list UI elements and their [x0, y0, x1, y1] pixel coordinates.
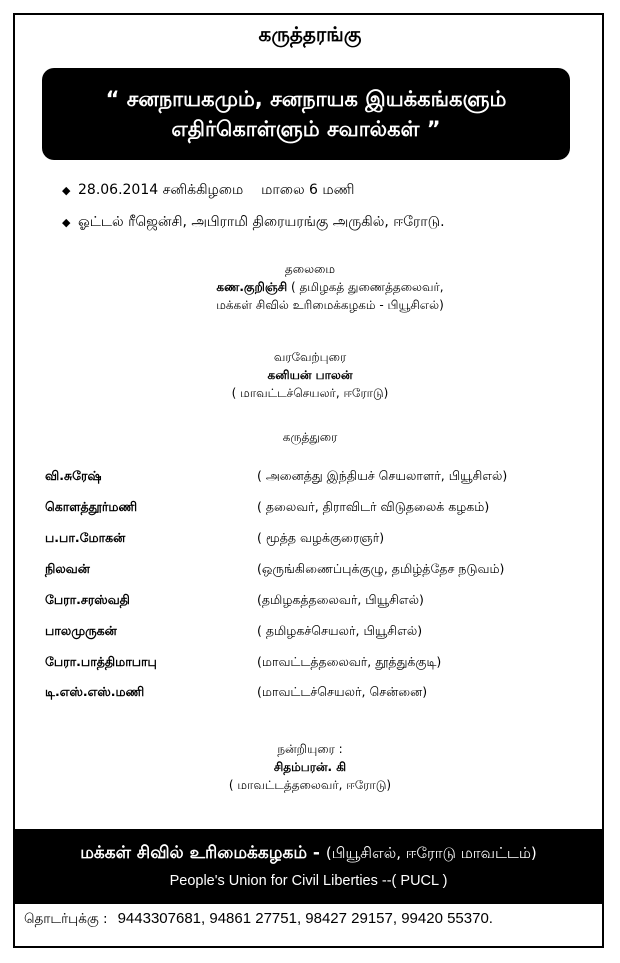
speaker-name: நிலவன் [45, 561, 90, 576]
speaker-role: (ஒருங்கிணைப்புக்குழு, தமிழ்த்தேச நடுவம்) [257, 561, 505, 576]
speaker-role: ( தமிழகச்செயலர், பியூசிஎல்) [257, 623, 423, 638]
poster-title: கருத்தரங்கு [258, 22, 362, 46]
event-venue: ◆ ஓட்டல் ரீஜென்சி, அபிராமி திரையரங்கு அருகில், ஈரோடு. [62, 214, 445, 230]
thanks-name: சிதம்பரன். கி [273, 760, 347, 774]
organization-footer [13, 829, 604, 904]
speaker-role: ( தலைவர், திராவிடர் விடுதலைக் கழகம்) [257, 499, 490, 514]
speaker-role: (மாவட்டத்தலைவர், தூத்துக்குடி) [257, 654, 442, 669]
presiding-section [0, 260, 620, 314]
speaker-role: (தமிழகத்தலைவர், பியூசிஎல்) [257, 592, 424, 607]
topic-line-1: “ சனநாயகமும், சனநாயக இயக்கங்களும் [105, 87, 507, 111]
speaker-name: ப.பா.மோகன் [45, 530, 126, 545]
event-date: ◆ 28.06.2014 சனிக்கிழமை மாலை 6 மணி [62, 182, 355, 198]
speeches-heading: கருத்துரை [282, 430, 338, 444]
welcome-section [0, 348, 620, 402]
welcome-heading: வரவேற்புரை [273, 350, 347, 364]
speaker-name: பேரா.சரஸ்வதி [45, 592, 130, 607]
org-name-tamil: மக்கள் சிவில் உரிமைக்கழகம் - [80, 843, 320, 863]
thanks-heading: நன்றியுரை : [277, 742, 343, 756]
org-name-suffix: (பியூசிஎல், ஈரோடு மாவட்டம்) [325, 844, 537, 862]
presiding-heading: தலைமை [284, 262, 336, 276]
speaker-name: கொளத்தூர்மணி [45, 499, 138, 514]
presiding-role: ( தமிழகத் துணைத்தலைவர், [290, 280, 444, 294]
thanks-section [0, 740, 620, 794]
contact-label: தொடர்புக்கு : [24, 911, 108, 927]
welcome-name: கனியன் பாலன் [267, 368, 353, 382]
speaker-name: பேரா.பாத்திமாபாபு [45, 654, 157, 669]
topic-banner [42, 68, 570, 160]
topic-line-2: எதிர்கொள்ளும் சவால்கள் ” [171, 117, 441, 141]
thanks-role: ( மாவட்டத்தலைவர், ஈரோடு) [228, 778, 392, 792]
speaker-name: வி.சுரேஷ் [45, 468, 102, 483]
diamond-bullet-icon: ◆ [62, 216, 71, 229]
contact-numbers: 9443307681, 94861 27751, 98427 29157, 99420 55370. [117, 910, 493, 927]
org-name-english: People's Union for Civil Liberties --( PUCL ) [169, 873, 448, 889]
presiding-name: கண.குறிஞ்சி [216, 280, 288, 294]
speaker-role: (மாவட்டச்செயலர், சென்னை) [257, 684, 428, 699]
diamond-bullet-icon: ◆ [62, 184, 71, 197]
speaker-role: ( அனைத்து இந்தியச் செயலாளர், பியூசிஎல்) [257, 468, 508, 483]
welcome-role: ( மாவட்டச்செயலர், ஈரோடு) [231, 386, 389, 400]
presiding-role-2: மக்கள் சிவில் உரிமைக்கழகம் - பியூசிஎல்) [216, 298, 444, 312]
speaker-name: பாலமுருகன் [45, 623, 117, 638]
speaker-role: ( மூத்த வழக்குரைஞர்) [257, 530, 385, 545]
speaker-name: டி.எஸ்.எஸ்.மணி [45, 684, 145, 699]
contact-line [24, 910, 493, 929]
